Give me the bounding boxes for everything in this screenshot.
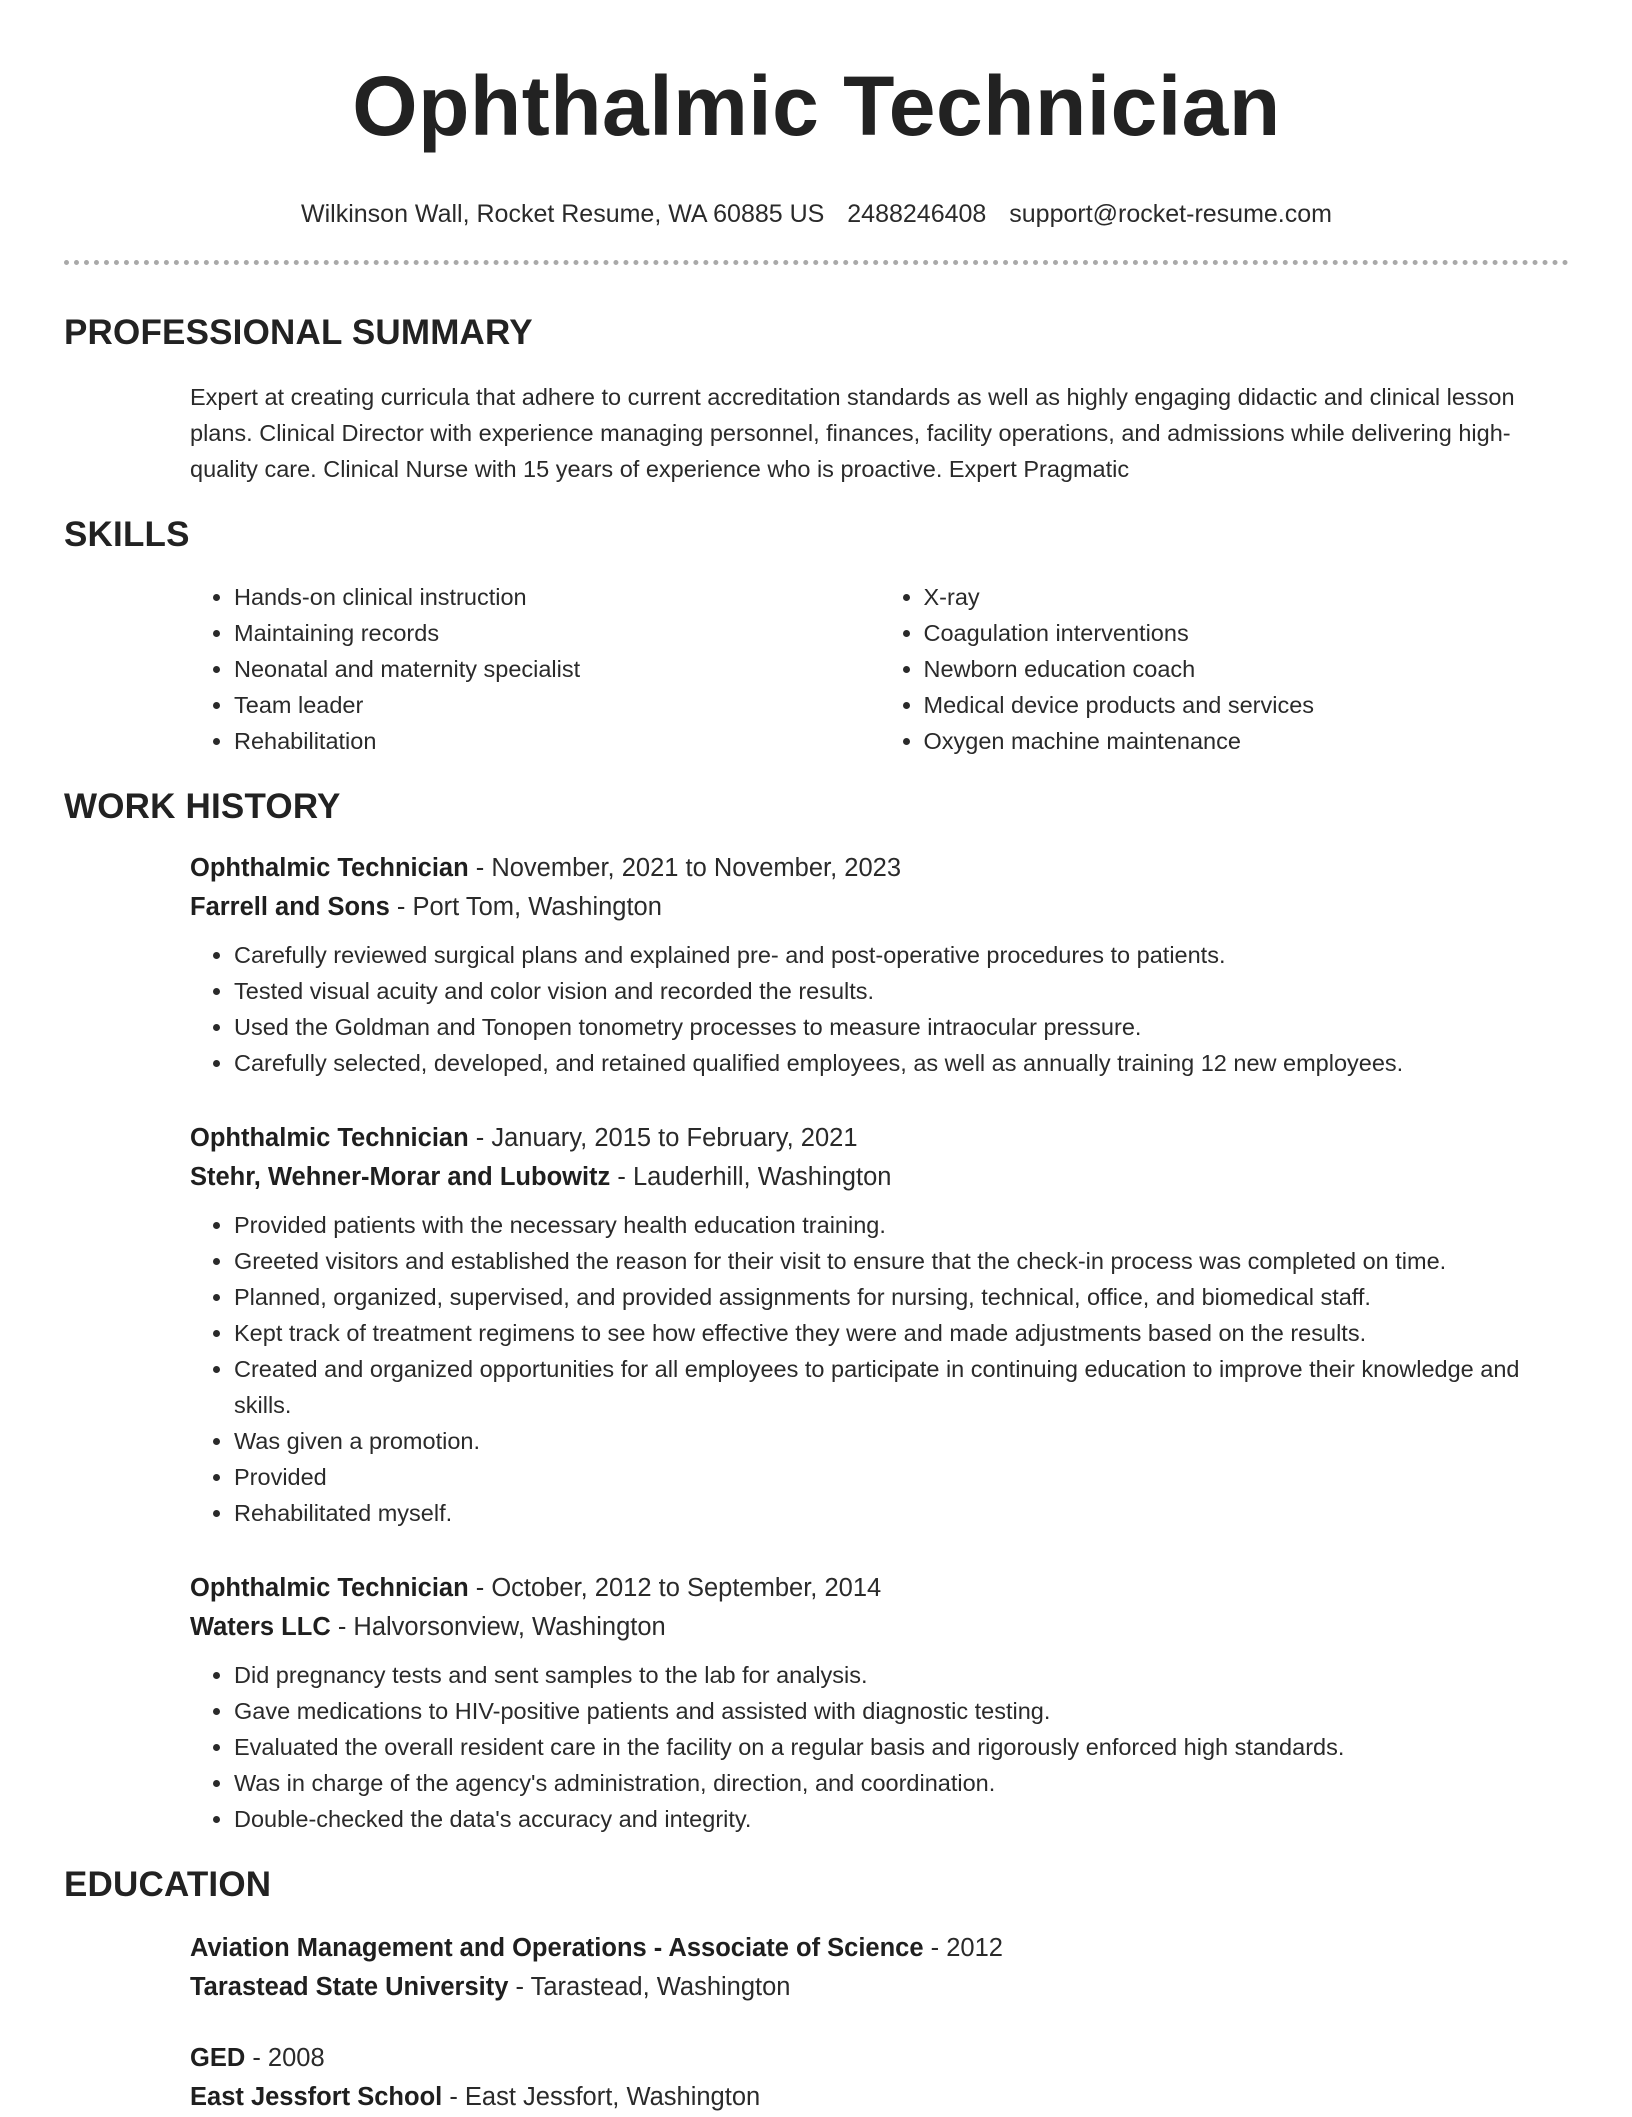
job-bullet: • Did pregnancy tests and sent samples to the lab for analysis. <box>234 1657 1569 1693</box>
job-company: Farrell and Sons <box>190 893 390 921</box>
degree-name: Aviation Management and Operations - Associate of Science <box>190 1934 924 1962</box>
school-name: East Jessfort School <box>190 2083 443 2111</box>
job-bullet: • Evaluated the overall resident care in the facility on a regular basis and rigorously enforced high standards. <box>234 1729 1569 1765</box>
job-location: - Port Tom, Washington <box>389 893 662 921</box>
skill-item: • Maintaining records <box>234 615 880 651</box>
job-title-line <box>190 1119 1569 1158</box>
education-entry <box>190 2039 1569 2117</box>
degree-year: - 2008 <box>245 2044 325 2072</box>
job-dates: - November, 2021 to November, 2023 <box>468 854 902 882</box>
school-line <box>190 1968 1569 2007</box>
job-title-line <box>190 1569 1569 1608</box>
contact-line <box>64 198 1569 230</box>
job-dates: - October, 2012 to September, 2014 <box>468 1574 882 1602</box>
summary-section <box>64 313 1569 487</box>
school-location: - East Jessfort, Washington <box>442 2083 761 2111</box>
job-bullet: • Carefully reviewed surgical plans and explained pre- and post-operative procedures to patients. <box>234 937 1569 973</box>
job-entry <box>190 849 1569 1081</box>
skill-item: • Hands-on clinical instruction <box>234 579 880 615</box>
contact-phone: 2488246408 <box>847 200 987 228</box>
job-bullet: • Carefully selected, developed, and retained qualified employees, as well as annually training 12 new employees. <box>234 1045 1569 1081</box>
skills-section <box>64 515 1569 759</box>
skill-item: • Team leader <box>234 687 880 723</box>
education-section <box>64 1865 1569 2117</box>
job-bullet: • Used the Goldman and Tonopen tonometry processes to measure intraocular pressure. <box>234 1009 1569 1045</box>
job-bullet: • Tested visual acuity and color vision and recorded the results. <box>234 973 1569 1009</box>
job-bullet: • Rehabilitated myself. <box>234 1495 1569 1531</box>
skill-item: • Rehabilitation <box>234 723 880 759</box>
skills-grid <box>190 579 1569 759</box>
skills-list-right <box>880 579 1570 759</box>
job-company-line <box>190 888 1569 927</box>
skill-item: • Newborn education coach <box>924 651 1570 687</box>
job-bullet: • Planned, organized, supervised, and provided assignments for nursing, technical, office, and biomedical staff. <box>234 1279 1569 1315</box>
skill-item: • Neonatal and maternity specialist <box>234 651 880 687</box>
job-bullet: • Provided <box>234 1459 1569 1495</box>
header-divider <box>64 260 1569 265</box>
candidate-name: Ophthalmic Technician <box>352 59 1281 153</box>
job-company-line <box>190 1608 1569 1647</box>
job-company: Stehr, Wehner-Morar and Lubowitz <box>190 1163 611 1191</box>
job-bullet: • Provided patients with the necessary health education training. <box>234 1207 1569 1243</box>
work-history-section <box>64 787 1569 1837</box>
degree-name: GED <box>190 2044 246 2072</box>
job-company: Waters LLC <box>190 1613 331 1641</box>
job-bullets <box>190 1657 1569 1837</box>
skills-heading: SKILLS <box>64 515 190 554</box>
school-location: - Tarastead, Washington <box>508 1973 791 2001</box>
skills-list-left <box>190 579 880 759</box>
contact-address: Wilkinson Wall, Rocket Resume, WA 60885 US <box>301 200 825 228</box>
job-bullet: • Greeted visitors and established the reason for their visit to ensure that the check-in process was completed on time. <box>234 1243 1569 1279</box>
degree-line <box>190 2039 1569 2078</box>
education-heading: EDUCATION <box>64 1865 272 1904</box>
job-company-line <box>190 1158 1569 1197</box>
skill-item: • Medical device products and services <box>924 687 1570 723</box>
job-dates: - January, 2015 to February, 2021 <box>468 1124 858 1152</box>
job-title-line <box>190 849 1569 888</box>
summary-heading: PROFESSIONAL SUMMARY <box>64 313 533 352</box>
job-entry <box>190 1569 1569 1837</box>
education-entry <box>190 1929 1569 2007</box>
summary-text: Expert at creating curricula that adhere to current accreditation standards as well as highly engaging didactic and clinical lesson plans. Clinical Director with experience managing personnel, finances, facility operations, and admissions while delivering high-quality care. Clinical Nurse with 15 years of experience who is proactive. Expert Pragmatic <box>190 384 1515 482</box>
school-line <box>190 2078 1569 2117</box>
job-bullet: • Kept track of treatment regimens to see how effective they were and made adjustments based on the results. <box>234 1315 1569 1351</box>
job-location: - Lauderhill, Washington <box>610 1163 892 1191</box>
job-bullet: • Was given a promotion. <box>234 1423 1569 1459</box>
job-bullet: • Was in charge of the agency's administration, direction, and coordination. <box>234 1765 1569 1801</box>
skill-item: • Coagulation interventions <box>924 615 1570 651</box>
job-bullets <box>190 1207 1569 1531</box>
job-location: - Halvorsonview, Washington <box>330 1613 666 1641</box>
job-bullet: • Gave medications to HIV-positive patients and assisted with diagnostic testing. <box>234 1693 1569 1729</box>
school-name: Tarastead State University <box>190 1973 509 2001</box>
degree-year: - 2012 <box>923 1934 1003 1962</box>
work-history-heading: WORK HISTORY <box>64 787 341 826</box>
contact-email: support@rocket-resume.com <box>1009 200 1332 228</box>
job-title: Ophthalmic Technician <box>190 854 469 882</box>
job-bullet: • Double-checked the data's accuracy and integrity. <box>234 1801 1569 1837</box>
job-bullet: • Created and organized opportunities for all employees to participate in continuing education to improve their knowledge and skills. <box>234 1351 1569 1423</box>
skill-item: • X-ray <box>924 579 1570 615</box>
job-bullets <box>190 937 1569 1081</box>
degree-line <box>190 1929 1569 1968</box>
job-title: Ophthalmic Technician <box>190 1574 469 1602</box>
job-entry <box>190 1119 1569 1531</box>
skill-item: • Oxygen machine maintenance <box>924 723 1570 759</box>
job-title: Ophthalmic Technician <box>190 1124 469 1152</box>
